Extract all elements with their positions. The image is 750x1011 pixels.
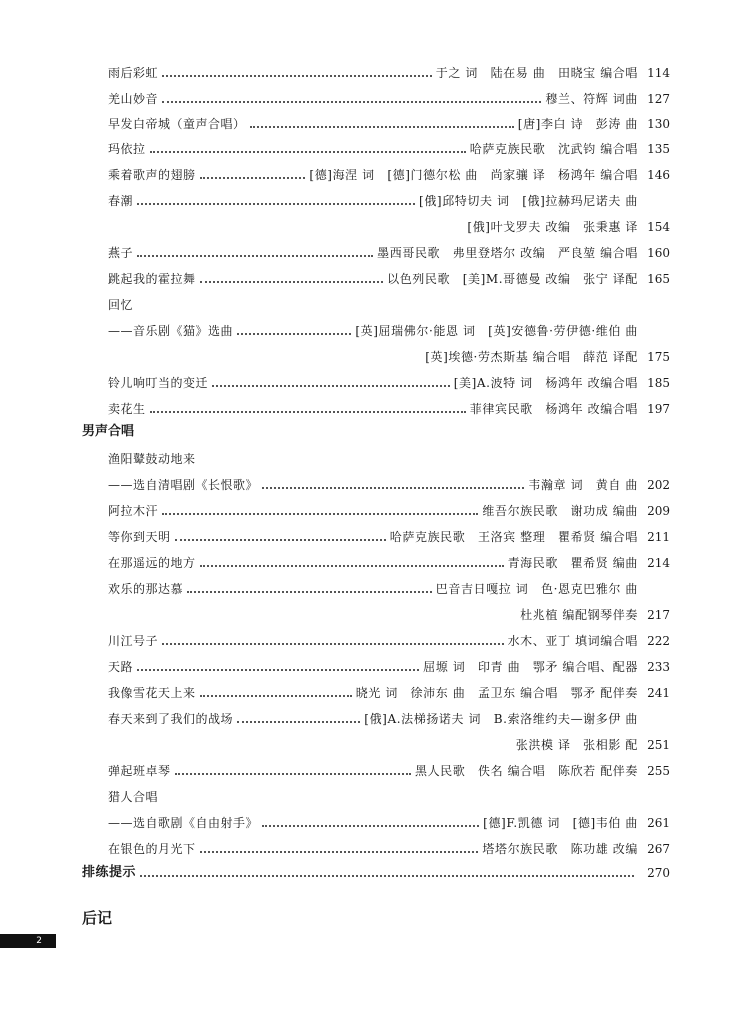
toc-entry-rehearsal-tips: [82, 858, 670, 880]
toc-entry: [108, 109, 670, 131]
dot-leader: [200, 280, 384, 283]
dot-leader: [237, 332, 351, 335]
entry-page: 160: [647, 246, 670, 260]
entry-page: 214: [647, 556, 670, 570]
entry-credit: [唐]李白 诗 彭涛 曲: [517, 117, 638, 131]
entry-page: 255: [647, 764, 670, 778]
entry-credit: 巴音吉日嘎拉 词 色·恩克巴雅尔 曲: [435, 582, 638, 596]
dot-leader: [175, 538, 386, 541]
dot-leader: [212, 384, 450, 387]
entry-credit: 杜兆植 编配钢琴伴奏: [520, 608, 638, 622]
entry-title: 川江号子: [108, 634, 159, 648]
entry-credit: 墨西哥民歌 弗里登塔尔 改编 严良堃 编合唱: [377, 246, 638, 260]
entry-page: 146: [647, 168, 670, 182]
entry-page: 270: [647, 866, 670, 880]
toc-entry: [108, 756, 670, 778]
entry-title: 在银色的月光下: [108, 842, 196, 856]
entry-title: 春天来到了我们的战场: [108, 712, 234, 726]
dot-leader: [162, 100, 541, 103]
toc-entry-continuation: [108, 600, 670, 622]
toc-entry: [108, 394, 670, 416]
entry-page: 233: [647, 660, 670, 674]
entry-page: 165: [647, 272, 670, 286]
entry-title: 弹起班卓琴: [108, 764, 171, 778]
dot-leader: [200, 694, 352, 697]
entry-credit: 塔塔尔族民歌 陈功雄 改编: [482, 842, 638, 856]
entry-page: 241: [647, 686, 670, 700]
entry-title: 乘着歌声的翅膀: [108, 168, 196, 182]
toc-entry: [108, 652, 670, 674]
entry-credit: 韦瀚章 词 黄自 曲: [528, 478, 638, 492]
entry-credit: 于之 词 陆在易 曲 田晓宝 编合唱: [435, 66, 638, 80]
toc-entry: [108, 160, 670, 182]
toc-entry: [108, 58, 670, 80]
entry-page: 135: [647, 142, 670, 156]
toc-entry: [108, 704, 670, 726]
toc-entry: [108, 134, 670, 156]
dot-leader: [237, 720, 360, 723]
entry-title: 燕子: [108, 246, 134, 260]
toc-entry: [108, 548, 670, 570]
entry-credit: 哈萨克族民歌 沈武钧 编合唱: [469, 142, 638, 156]
dot-leader: [175, 772, 411, 775]
entry-credit: [俄]邱特切夫 词 [俄]拉赫玛尼诺夫 曲: [419, 194, 638, 208]
entry-page: 114: [647, 66, 670, 80]
entry-title: 我像雪花天上来: [108, 686, 196, 700]
entry-title: 在那遥远的地方: [108, 556, 196, 570]
toc-entry: [108, 574, 670, 596]
entry-credit: [德]F.凯德 词 [德]韦伯 曲: [483, 816, 638, 830]
toc-entry: [108, 626, 670, 648]
entry-title: 阿拉木汗: [108, 504, 159, 518]
entry-page: 202: [647, 478, 670, 492]
entry-page: 127: [647, 92, 670, 106]
dot-leader: [200, 176, 306, 179]
toc-entry-title-only: [108, 290, 670, 312]
toc-entry: [108, 316, 670, 338]
dot-leader: [187, 590, 432, 593]
toc-entry: [108, 186, 670, 208]
dot-leader: [250, 125, 514, 128]
entry-title: 等你到天明: [108, 530, 171, 544]
dot-leader: [150, 150, 466, 153]
entry-title: 卖花生: [108, 402, 146, 416]
toc-entry: [108, 834, 670, 856]
entry-page: 175: [647, 350, 670, 364]
entry-title: 欢乐的那达慕: [108, 582, 184, 596]
dot-leader: [200, 564, 504, 567]
dot-leader: [162, 642, 504, 645]
entry-page: 185: [647, 376, 670, 390]
entry-title: 猎人合唱: [108, 790, 159, 804]
toc-entry-continuation: [108, 730, 670, 752]
toc-entry: [108, 264, 670, 286]
entry-title: 春潮: [108, 194, 134, 208]
entry-title: 铃儿响叮当的变迁: [108, 376, 209, 390]
entry-credit: [德]海涅 词 [德]门德尔松 曲 尚家骧 译 杨鸿年 编合唱: [309, 168, 638, 182]
dot-leader: [137, 668, 419, 671]
toc-entry: [108, 522, 670, 544]
toc-entry: [108, 84, 670, 106]
entry-credit: 水木、亚丁 填词编合唱: [507, 634, 638, 648]
entry-credit: [俄]A.法梯扬诺夫 词 B.索洛维约夫—谢多伊 曲: [364, 712, 638, 726]
entry-title: 雨后彩虹: [108, 66, 159, 80]
afterword-heading: 后记: [82, 909, 113, 927]
entry-credit: 张洪模 译 张相影 配: [515, 738, 638, 752]
toc-entry: [108, 368, 670, 390]
entry-title: 跳起我的霍拉舞: [108, 272, 196, 286]
entry-credit: [俄]叶戈罗夫 改编 张秉惠 译: [467, 220, 638, 234]
entry-credit: [英]埃德·劳杰斯基 编合唱 薛范 译配: [425, 350, 638, 364]
entry-credit: 哈萨克族民歌 王洛宾 整理 瞿希贤 编合唱: [389, 530, 638, 544]
toc-entry: [108, 678, 670, 700]
entry-credit: 黑人民歌 佚名 编合唱 陈欣若 配伴奏: [414, 764, 638, 778]
toc-entry: [108, 238, 670, 260]
entry-title: 渔阳鼙鼓动地来: [108, 452, 196, 466]
toc-entry-continuation: [108, 342, 670, 364]
dot-leader: [140, 874, 634, 877]
entry-title: 天路: [108, 660, 134, 674]
dot-leader: [162, 512, 478, 515]
entry-credit: 以色列民歌 [美]M.哥德曼 改编 张宁 译配: [387, 272, 638, 286]
entry-credit: [美]A.波特 词 杨鸿年 改编合唱: [453, 376, 638, 390]
entry-credit: [英]屈瑞佛尔·能恩 词 [英]安德鲁·劳伊德·维伯 曲: [355, 324, 638, 338]
entry-page: 209: [647, 504, 670, 518]
page-number-tab: 2: [0, 934, 56, 948]
dot-leader: [200, 850, 479, 853]
entry-page: 222: [647, 634, 670, 648]
dot-leader: [262, 486, 524, 489]
entry-page: 267: [647, 842, 670, 856]
toc-entry-title-only: [108, 782, 670, 804]
entry-page: 154: [647, 220, 670, 234]
entry-credit: 屈塬 词 印青 曲 鄂矛 编合唱、配器: [423, 660, 638, 674]
dot-leader: [150, 410, 466, 413]
entry-credit: 穆兰、符辉 词曲: [545, 92, 638, 106]
toc-entry: [108, 470, 670, 492]
entry-title: 回忆: [108, 298, 134, 312]
entry-page: 130: [647, 117, 670, 131]
entry-title: 羌山妙音: [108, 92, 159, 106]
dot-leader: [162, 74, 432, 77]
dot-leader: [137, 254, 373, 257]
entry-subtitle: ——选自清唱剧《长恨歌》: [108, 478, 259, 492]
toc-entry: [108, 496, 670, 518]
entry-page: 251: [647, 738, 670, 752]
entry-page: 211: [647, 530, 670, 544]
entry-page: 197: [647, 402, 670, 416]
entry-title: 玛依拉: [108, 142, 146, 156]
entry-credit: 维吾尔族民歌 谢功成 编曲: [482, 504, 638, 518]
dot-leader: [137, 202, 415, 205]
entry-page: 261: [647, 816, 670, 830]
entry-page: 217: [647, 608, 670, 622]
dot-leader: [262, 824, 479, 827]
entry-credit: 晓光 词 徐沛东 曲 孟卫东 编合唱 鄂矛 配伴奏: [355, 686, 638, 700]
toc-entry-continuation: [108, 212, 670, 234]
toc-entry-title-only: [108, 444, 670, 466]
entry-credit: 青海民歌 瞿希贤 编曲: [507, 556, 638, 570]
entry-title: 排练提示: [82, 865, 137, 880]
entry-credit: 菲律宾民歌 杨鸿年 改编合唱: [469, 402, 638, 416]
entry-title: 早发白帝城（童声合唱）: [108, 117, 246, 131]
entry-subtitle: ——选自歌剧《自由射手》: [108, 816, 259, 830]
section-heading-male-chorus: 男声合唱: [82, 424, 135, 439]
toc-entry: [108, 808, 670, 830]
entry-subtitle: ——音乐剧《猫》选曲: [108, 324, 234, 338]
